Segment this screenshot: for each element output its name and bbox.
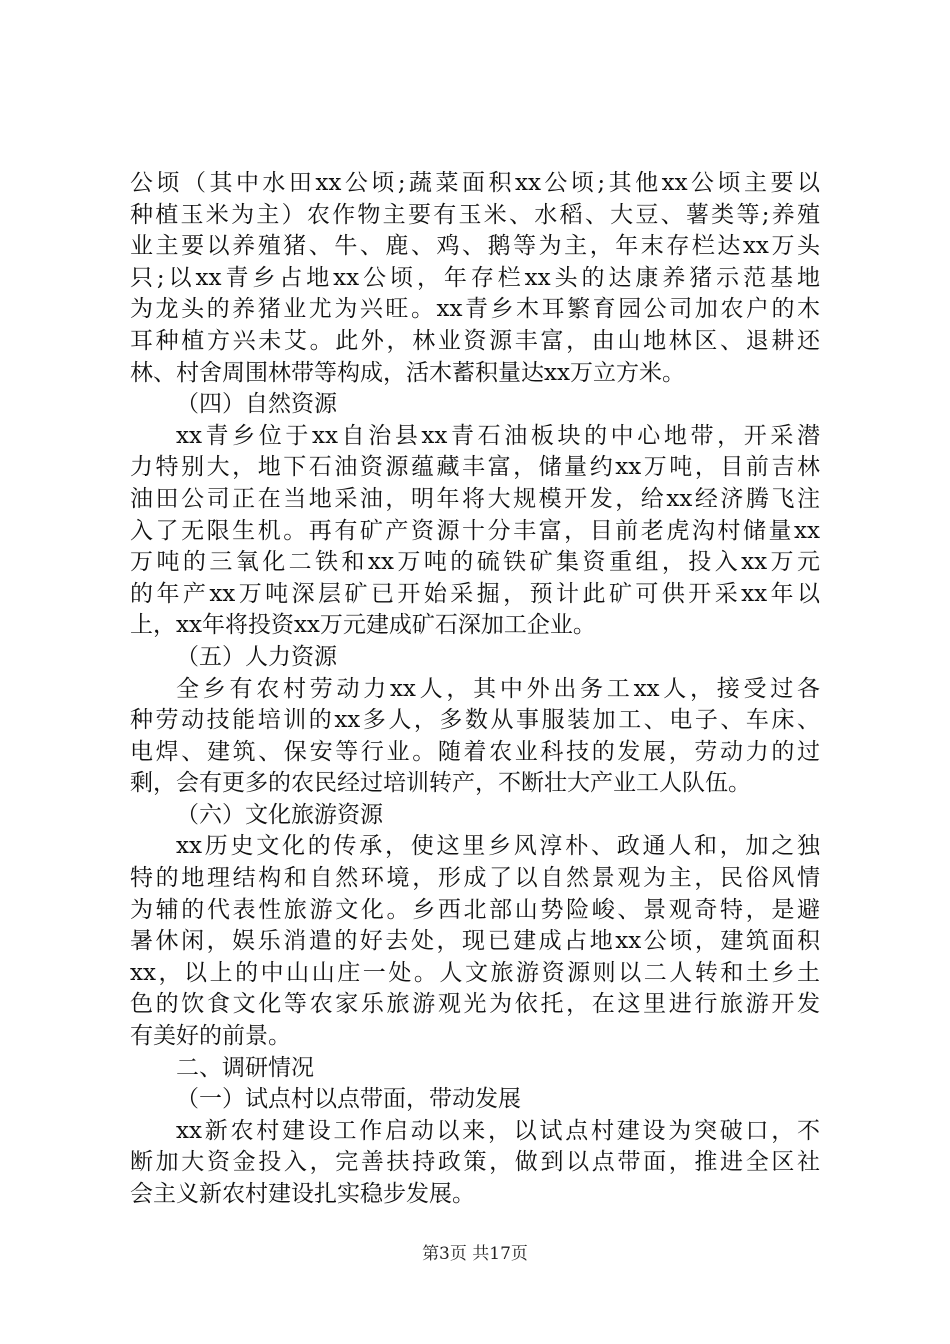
paragraph-line: 公顷（其中水田xx公顷;蔬菜面积xx公顷;其他xx公顷主要以 — [130, 170, 820, 196]
paragraph-line: 业主要以养殖猪、牛、鹿、鸡、鹅等为主，年末存栏达xx万头 — [130, 233, 820, 260]
paragraph-line: 种植玉米为主）农作物主要有玉米、水稻、大豆、薯类等;养殖 — [130, 201, 820, 228]
paragraph-line: xx青乡位于xx自治县xx青石油板块的中心地带，开采潜 — [176, 422, 820, 449]
paragraph-line: 林、村舍周围林带等构成，活木蓄积量达xx万立方米。 — [130, 359, 685, 386]
paragraph-line: 全乡有农村劳动力xx人，其中外出务工xx人，接受过各 — [176, 675, 820, 702]
paragraph-line: 色的饮食文化等农家乐旅游观光为依托，在这里进行旅游开发 — [130, 991, 820, 1018]
paragraph-line: 只;以xx青乡占地xx公顷，年存栏xx头的达康养猪示范基地 — [130, 264, 820, 291]
paragraph-line: 油田公司正在当地采油，明年将大规模开发，给xx经济腾飞注 — [130, 485, 820, 512]
paragraph-line: 种劳动技能培训的xx多人，多数从事服装加工、电子、车床、 — [130, 707, 820, 734]
paragraph-line: 电焊、建筑、保安等行业。随着农业科技的发展，劳动力的过 — [130, 738, 820, 765]
paragraph-line: 耳种植方兴未艾。此外，林业资源丰富，由山地林区、退耕还 — [130, 327, 820, 354]
section-heading: （六）文化旅游资源 — [176, 801, 383, 828]
page-number-footer: 第3页 共17页 — [422, 1244, 528, 1264]
paragraph-line: xx新农村建设工作启动以来，以试点村建设为突破口，不 — [176, 1117, 820, 1144]
document-body — [130, 168, 820, 1211]
section-heading: （五）人力资源 — [176, 643, 337, 670]
paragraph-line: 特的地理结构和自然环境，形成了以自然景观为主，民俗风情 — [130, 865, 820, 892]
paragraph-line: 万吨的三氧化二铁和xx万吨的硫铁矿集资重组，投入xx万元 — [130, 549, 820, 576]
paragraph-line: 的年产xx万吨深层矿已开始采掘，预计此矿可供开采xx年以 — [130, 580, 820, 607]
section-heading: （一）试点村以点带面，带动发展 — [176, 1086, 521, 1113]
paragraph-line: xx历史文化的传承，使这里乡风淳朴、政通人和，加之独 — [176, 833, 820, 860]
paragraph-line: 为辅的代表性旅游文化。乡西北部山势险峻、景观奇特，是避 — [130, 896, 820, 923]
paragraph-line: 剩，会有更多的农民经过培训转产，不断壮大产业工人队伍。 — [130, 770, 751, 797]
paragraph-line: 为龙头的养猪业尤为兴旺。xx青乡木耳繁育园公司加农户的木 — [130, 296, 820, 323]
paragraph-line: 上，xx年将投资xx万元建成矿石深加工企业。 — [130, 612, 596, 639]
paragraph-line: 断加大资金投入，完善扶持政策，做到以点带面，推进全区社 — [130, 1149, 820, 1176]
section-heading: （四）自然资源 — [176, 391, 337, 418]
paragraph-line: 入了无限生机。再有矿产资源十分丰富，目前老虎沟村储量xx — [130, 517, 820, 544]
paragraph-line: 暑休闲，娱乐消遣的好去处，现已建成占地xx公顷，建筑面积 — [130, 928, 820, 955]
section-heading: 二、调研情况 — [176, 1054, 314, 1081]
paragraph-line: 有美好的前景。 — [130, 1023, 291, 1050]
paragraph-line: 力特别大，地下石油资源蕴藏丰富，储量约xx万吨，目前吉林 — [130, 454, 820, 481]
paragraph-line: 会主义新农村建设扎实稳步发展。 — [130, 1181, 475, 1207]
paragraph-line: xx，以上的中山山庄一处。人文旅游资源则以二人转和土乡土 — [130, 959, 820, 986]
